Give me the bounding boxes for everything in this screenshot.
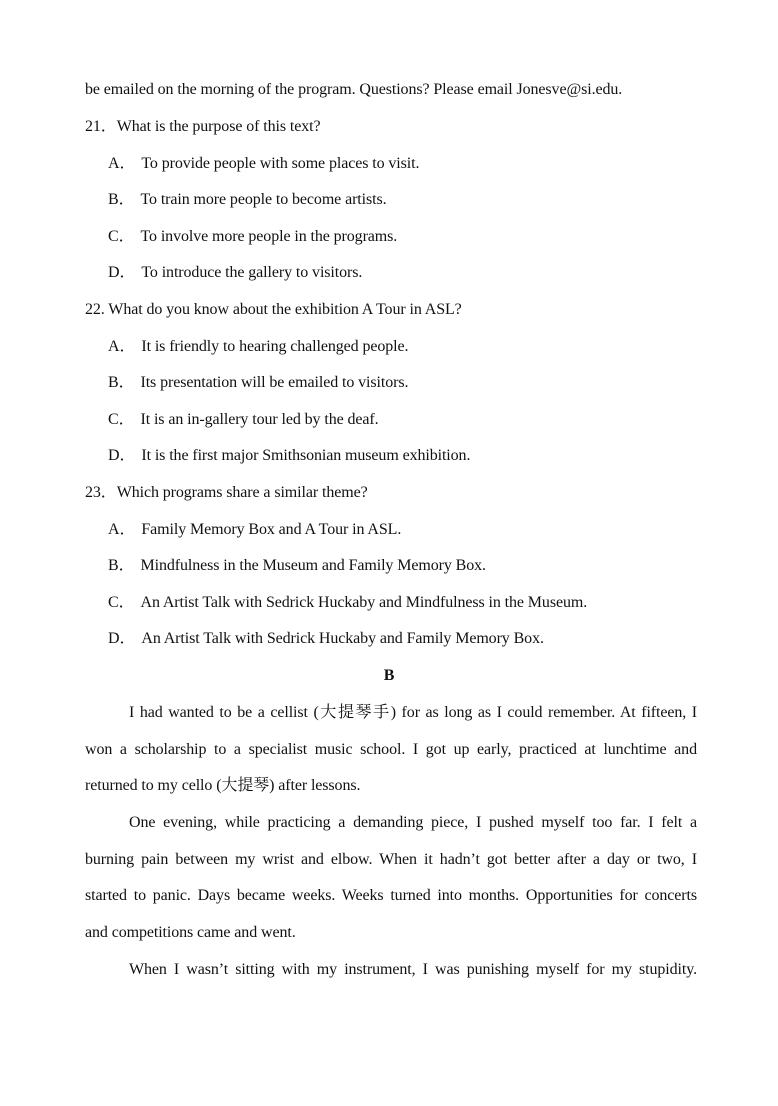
option-text: Mindfulness in the Museum and Family Memory Box. bbox=[140, 557, 486, 574]
passage-line: and competitions came and went. bbox=[85, 924, 296, 941]
option-text: To provide people with some places to visit. bbox=[141, 155, 420, 172]
question-22-stem: 22. What do you know about the exhibition A Tour in ASL? bbox=[85, 301, 462, 318]
question-21-stem: 21．What is the purpose of this text? bbox=[85, 118, 321, 135]
question-23-stem: 23．Which programs share a similar theme? bbox=[85, 484, 368, 501]
passage-line: won a scholarship to a specialist music school. I got up early, practiced at lunchtime and bbox=[85, 741, 697, 758]
option-label: B． bbox=[108, 191, 135, 208]
section-heading: B bbox=[383, 667, 395, 684]
option-text: Its presentation will be emailed to visitors. bbox=[140, 374, 409, 391]
passage-line: When I wasn’t sitting with my instrument, I was punishing myself for my stupidity. bbox=[129, 961, 697, 978]
intro-tail-line: be emailed on the morning of the program. Questions? Please email Jonesve@si.edu. bbox=[85, 81, 623, 98]
option-label: A． bbox=[108, 521, 136, 538]
option-label: C． bbox=[108, 411, 135, 428]
option-text: To involve more people in the programs. bbox=[140, 228, 398, 245]
option-label: D． bbox=[108, 264, 136, 281]
option-label: C． bbox=[108, 228, 135, 245]
passage-line: burning pain between my wrist and elbow. When it hadn’t got better after a day or two, I bbox=[85, 851, 697, 868]
passage-line: One evening, while practicing a demanding piece, I pushed myself too far. I felt a bbox=[129, 814, 697, 831]
option-label: A． bbox=[108, 155, 136, 172]
question-21-option-c bbox=[108, 227, 698, 247]
passage-line: returned to my cello (大提琴) after lessons. bbox=[85, 777, 361, 794]
option-label: C． bbox=[108, 594, 135, 611]
question-22-option-b bbox=[108, 373, 698, 393]
option-label: B． bbox=[108, 374, 135, 391]
option-text: An Artist Talk with Sedrick Huckaby and Mindfulness in the Museum. bbox=[140, 594, 588, 611]
option-text: It is the first major Smithsonian museum exhibition. bbox=[141, 447, 471, 464]
option-text: To train more people to become artists. bbox=[140, 191, 387, 208]
option-label: D． bbox=[108, 630, 136, 647]
option-text: Family Memory Box and A Tour in ASL. bbox=[141, 521, 402, 538]
question-21-option-a bbox=[108, 154, 698, 174]
option-text: To introduce the gallery to visitors. bbox=[141, 264, 363, 281]
question-21-option-d bbox=[108, 263, 698, 283]
question-22-option-a bbox=[108, 337, 698, 357]
question-23-option-a bbox=[108, 520, 698, 540]
option-label: D． bbox=[108, 447, 136, 464]
option-label: A． bbox=[108, 338, 136, 355]
option-text: It is an in-gallery tour led by the deaf. bbox=[140, 411, 379, 428]
question-22-option-d bbox=[108, 446, 698, 466]
question-21-option-b bbox=[108, 190, 698, 210]
question-22-option-c bbox=[108, 410, 698, 430]
option-text: An Artist Talk with Sedrick Huckaby and Family Memory Box. bbox=[141, 630, 544, 647]
option-label: B． bbox=[108, 557, 135, 574]
question-23-option-d bbox=[108, 629, 698, 649]
passage-line: I had wanted to be a cellist (大提琴手) for as long as I could remember. At fifteen, I bbox=[129, 704, 697, 721]
question-23-option-b bbox=[108, 556, 698, 576]
question-23-option-c bbox=[108, 593, 698, 613]
option-text: It is friendly to hearing challenged people. bbox=[141, 338, 409, 355]
passage-line: started to panic. Days became weeks. Weeks turned into months. Opportunities for concerts bbox=[85, 887, 697, 904]
